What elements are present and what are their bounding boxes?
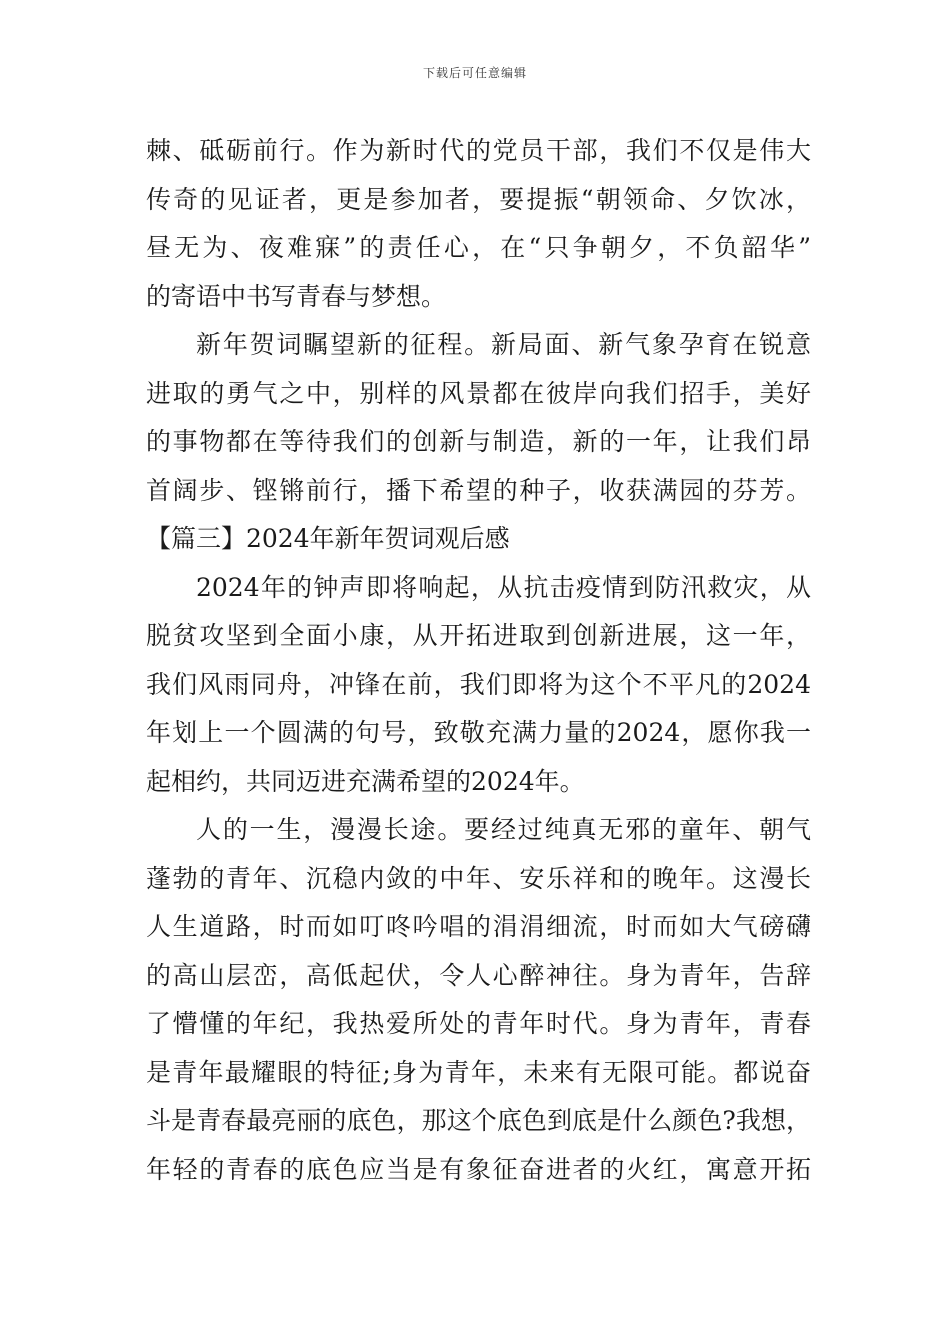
text-line: 斗是青春最亮丽的底色，那这个底色到底是什么颜色?我想， (146, 1106, 811, 1135)
document-body (146, 127, 811, 1194)
paragraph-start: 2024年的钟声即将响起，从抗击疫情到防汛救灾，从 (196, 572, 811, 602)
text-line: 昼无为、夜难寐”的责任心，在“只争朝夕，不负韶华” (146, 233, 811, 262)
text-line: 人生道路，时而如叮咚吟唱的涓涓细流，时而如大气磅礴 (146, 912, 811, 941)
text-line: 了懵懂的年纪，我热爱所处的青年时代。身为青年，青春 (146, 1009, 811, 1038)
text-line: 的事物都在等待我们的创新与制造，新的一年，让我们昂 (146, 427, 811, 456)
text-line: 首阔步、铿锵前行，播下希望的种子，收获满园的芬芳。 (146, 475, 811, 505)
page-header: 下载后可任意编辑 (422, 66, 527, 80)
text-line: 我们风雨同舟，冲锋在前，我们即将为这个不平凡的2024 (146, 669, 811, 699)
paragraph-start: 新年贺词瞩望新的征程。新局面、新气象孕育在锐意 (196, 330, 811, 359)
text-line: 的寄语中书写青春与梦想。 (146, 281, 447, 311)
text-line: 年轻的青春的底色应当是有象征奋进者的火红，寓意开拓 (146, 1154, 811, 1184)
text-line: 棘、砥砺前行。作为新时代的党员干部，我们不仅是伟大 (146, 136, 811, 165)
text-line: 蓬勃的青年、沉稳内敛的中年、安乐祥和的晚年。这漫长 (146, 863, 811, 893)
text-line: 进取的勇气之中，别样的风景都在彼岸向我们招手，美好 (146, 378, 811, 408)
paragraph-start: 人的一生，漫漫长途。要经过纯真无邪的童年、朝气 (196, 815, 811, 844)
text-line: 年划上一个圆满的句号，致敬充满力量的2024，愿你我一 (146, 718, 811, 747)
text-line: 起相约，共同迈进充满希望的2024年。 (146, 766, 585, 796)
text-line: 脱贫攻坚到全面小康，从开拓进取到创新进展，这一年， (146, 621, 811, 650)
text-line: 的高山层峦，高低起伏，令人心醉神往。身为青年，告辞 (146, 960, 811, 990)
text-line: 传奇的见证者，更是参加者，要提振“朝领命、夕饮冰， (146, 184, 811, 214)
section-heading: 【篇三】2024年新年贺词观后感 (146, 524, 510, 553)
text-line: 是青年最耀眼的特征;身为青年，未来有无限可能。都说奋 (146, 1057, 811, 1087)
